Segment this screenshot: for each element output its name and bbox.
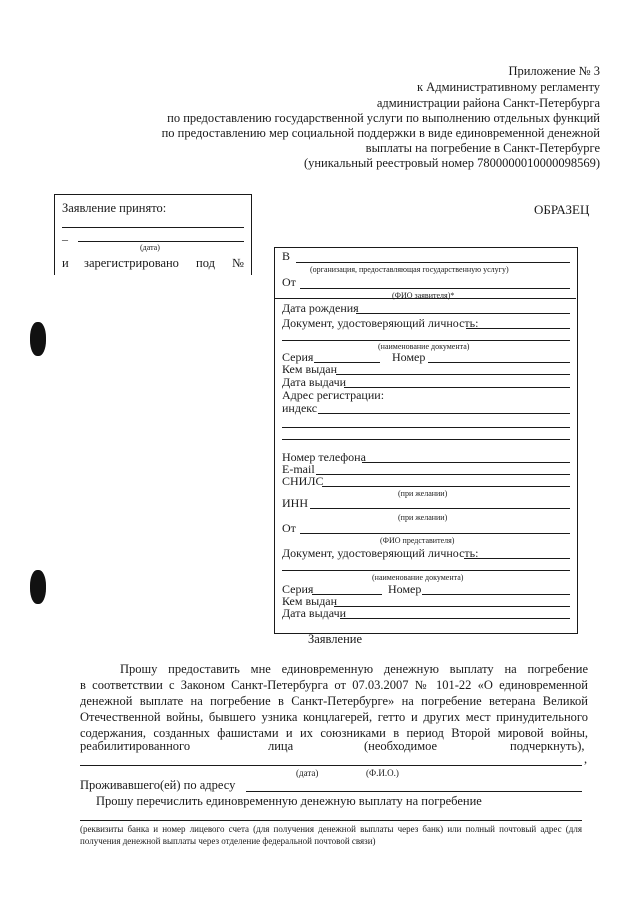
rep-issued-by-label: Кем выдан xyxy=(282,594,338,608)
necessary-word: (необходимое xyxy=(364,739,438,753)
header-line-2: к Административному регламенту xyxy=(416,80,600,94)
rep-id-doc-line[interactable] xyxy=(464,558,570,559)
header-line-7: (уникальный реестровый номер 7800000010000098569) xyxy=(303,156,600,170)
underline-word: подчеркнуть), xyxy=(510,739,585,753)
reg-address-label: Адрес регистрации: xyxy=(282,388,385,402)
org-caption: (организация, предоставляющая государственную услугу) xyxy=(310,265,509,274)
rep-number-label: Номер xyxy=(388,582,422,596)
from-label: От xyxy=(282,275,296,289)
number-label: Номер xyxy=(392,350,426,364)
rep-issue-date-label: Дата выдачи xyxy=(282,606,347,620)
address-line-2[interactable] xyxy=(282,439,570,440)
doc-name-caption: (наименование документа) xyxy=(378,342,470,351)
id-doc-line-2[interactable] xyxy=(282,340,570,341)
inn-line[interactable] xyxy=(310,508,570,509)
header-line-1: Приложение № 3 xyxy=(508,64,600,78)
registered-and: и xyxy=(62,256,69,270)
registered-number-sign: № xyxy=(232,256,244,270)
rep-from-line[interactable] xyxy=(300,533,570,534)
index-label: индекс xyxy=(282,401,318,415)
statement-fio-caption: (Ф.И.О.) xyxy=(366,768,399,778)
email-line[interactable] xyxy=(316,474,570,475)
from-line[interactable] xyxy=(300,288,570,289)
birth-date-line[interactable] xyxy=(356,313,570,314)
rep-caption: (ФИО представителя) xyxy=(380,536,455,545)
issue-date-label: Дата выдачи xyxy=(282,375,347,389)
issued-by-line[interactable] xyxy=(336,374,570,375)
lived-at-label: Проживавшего(ей) по адресу xyxy=(80,778,236,792)
rep-id-doc-label: Документ, удостоверяющий личность: xyxy=(282,546,479,560)
fio-caption: (ФИО заявителя)* xyxy=(392,291,455,300)
lived-at-line[interactable] xyxy=(246,791,582,792)
rehabilitated-word: реабилитированного xyxy=(80,739,191,753)
bank-details-caption: (реквизиты банка и номер лицевого счета (для получения денежной выплаты через банк) или полный почтовый адрес (для получения денежной выплаты через отделение федеральной почтовой связи) xyxy=(80,824,582,846)
phone-label: Номер телефона xyxy=(282,450,366,464)
statement-line-3: денежной выплате на погребение в Санкт-Петербурге» на погребение ветерана Великой xyxy=(80,694,588,708)
rep-number-line[interactable] xyxy=(422,594,570,595)
inn-label: ИНН xyxy=(282,496,308,510)
statement-line-4: Отечественной войны, бывшего узника концлагерей, гетто и других мест принудительного xyxy=(80,710,588,724)
received-line xyxy=(62,227,244,228)
registered-under: под xyxy=(196,256,215,270)
issued-by-label: Кем выдан xyxy=(282,362,338,376)
snils-label: СНИЛС xyxy=(282,474,324,488)
index-line[interactable] xyxy=(318,413,570,414)
rep-id-doc-line-2[interactable] xyxy=(282,570,570,571)
inn-optional-caption: (при желании) xyxy=(398,513,448,522)
statement-title: Заявление xyxy=(308,632,363,646)
phone-line[interactable] xyxy=(362,462,570,463)
series-label: Серия xyxy=(282,350,314,364)
date-caption: (дата) xyxy=(140,243,160,252)
rep-series-label: Серия xyxy=(282,582,314,596)
rep-from-label: От xyxy=(282,521,296,535)
rep-issue-date-line[interactable] xyxy=(340,618,570,619)
transfer-label: Прошу перечислить единовременную денежную выплату на погребение xyxy=(96,794,482,808)
bank-details-line[interactable] xyxy=(80,820,582,821)
date-line xyxy=(78,241,244,242)
to-line[interactable] xyxy=(296,262,570,263)
line-comma: , xyxy=(584,752,588,766)
snils-line[interactable] xyxy=(322,486,570,487)
email-label: E-mail xyxy=(282,462,315,476)
registered-word: зарегистрировано xyxy=(84,256,179,270)
rep-doc-caption: (наименование документа) xyxy=(372,573,464,582)
header-line-4: по предоставлению государственной услуги по выполнению отдельных функций xyxy=(167,111,600,125)
header-line-6: выплаты на погребение в Санкт-Петербурге xyxy=(365,141,600,155)
snils-optional-caption: (при желании) xyxy=(398,489,448,498)
statement-line-2: в соответствии с Законом Санкт-Петербурга от 07.03.2007 № 101-22 «О единовременной xyxy=(80,678,588,692)
birth-date-label: Дата рождения xyxy=(282,301,359,315)
number-line[interactable] xyxy=(428,362,570,363)
id-doc-line[interactable] xyxy=(466,328,570,329)
to-label: В xyxy=(282,249,291,263)
statement-date-caption: (дата) xyxy=(296,768,319,778)
header-line-5: по предоставлению мер социальной поддержки в виде единовременной денежной xyxy=(161,126,600,140)
binder-hole-mark-bottom xyxy=(30,570,46,604)
statement-line-5: содержания, созданных фашистами и их союзниками в период Второй мировой войны, xyxy=(80,726,588,740)
received-dash: – xyxy=(62,232,68,246)
header-line-3: администрации района Санкт-Петербурга xyxy=(376,96,600,110)
deceased-name-line[interactable] xyxy=(80,765,582,766)
received-title: Заявление принято: xyxy=(62,201,167,215)
statement-line-1: Прошу предоставить мне единовременную денежную выплату на погребение xyxy=(120,662,588,676)
sample-label: ОБРАЗЕЦ xyxy=(534,202,590,217)
rep-issued-by-line[interactable] xyxy=(334,606,570,607)
binder-hole-mark-top xyxy=(30,322,46,356)
address-line-1[interactable] xyxy=(282,427,570,428)
id-doc-label: Документ, удостоверяющий личность: xyxy=(282,316,479,330)
person-word: лица xyxy=(268,739,294,753)
